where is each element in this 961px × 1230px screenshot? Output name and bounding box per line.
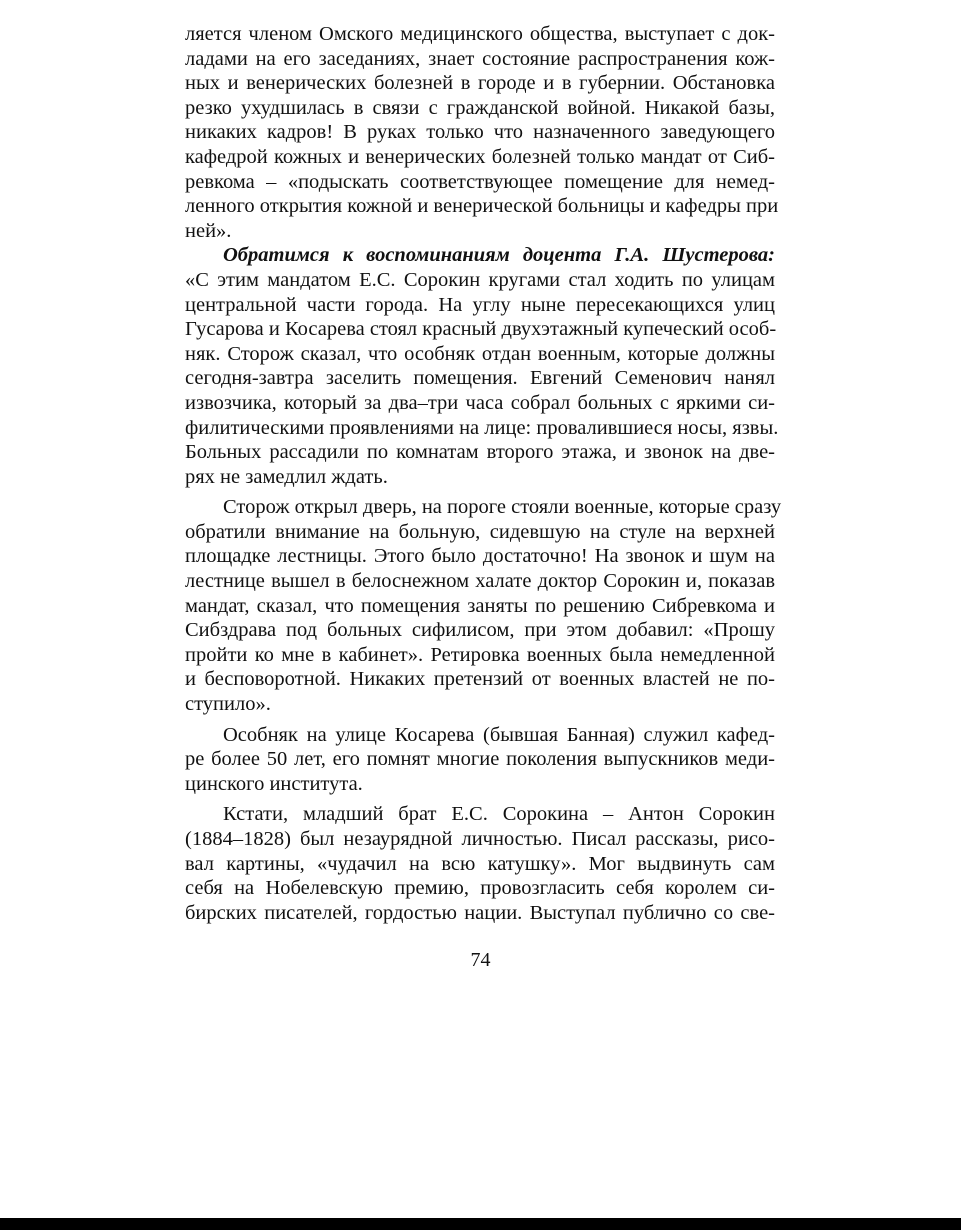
text-line: «С этим мандатом Е.С. Сорокин кругами стал ходить по улицам bbox=[185, 268, 775, 291]
text-line: ляется членом Омского медицинского общества, выступает с док- bbox=[185, 23, 775, 45]
paragraph bbox=[185, 243, 779, 489]
text-line: ступило». bbox=[185, 693, 271, 716]
body-text bbox=[185, 22, 782, 925]
text-line: ней». bbox=[185, 219, 232, 242]
text-line: мандат, сказал, что помещения заняты по решению Сибревкома и bbox=[185, 594, 775, 617]
text-line: извозчика, который за два–три часа собрал больных с яркими си- bbox=[185, 391, 775, 414]
text-line: бирских писателей, гордостью нации. Выступал публично со све- bbox=[185, 901, 775, 924]
text-line: вал картины, «чудачил на всю катушку». Мог выдвинуть сам bbox=[185, 852, 775, 875]
text-line: цинского института. bbox=[185, 772, 363, 795]
paragraph bbox=[185, 495, 782, 716]
text-line: центральной части города. На углу ныне пересекающихся улиц bbox=[185, 293, 775, 316]
text-line: ленного открытия кожной и венерической больницы и кафедры при bbox=[185, 195, 779, 218]
text-line: Больных рассадили по комнатам второго этажа, и звонок на две- bbox=[185, 441, 775, 464]
text-line: обратили внимание на больную, сидевшую на стуле на верхней bbox=[185, 520, 775, 543]
paragraph bbox=[185, 22, 779, 243]
text-line: и бесповоротной. Никаких претензий от военных властей не по- bbox=[185, 668, 775, 691]
text-line: лестнице вышел в белоснежном халате доктор Сорокин и, показав bbox=[185, 570, 775, 593]
page-number: 74 bbox=[470, 949, 491, 971]
text-line: Кстати, младший брат Е.С. Сорокина – Антон Сорокин bbox=[223, 803, 775, 826]
text-line: ревкома – «подыскать соответствующее помещение для немед- bbox=[185, 170, 775, 193]
text-line: себя на Нобелевскую премию, провозгласить себя королем си- bbox=[185, 877, 775, 900]
scan-bottom-edge bbox=[0, 1218, 961, 1230]
text-line: рях не замедлил ждать. bbox=[185, 465, 388, 488]
text-line: Сибздрава под больных сифилисом, при этом добавил: «Прошу bbox=[185, 619, 775, 642]
text-line: филитическими проявлениями на лице: провалившиеся носы, язвы. bbox=[185, 416, 779, 439]
text-line: Сторож открыл дверь, на пороге стояли военные, которые сразу bbox=[223, 496, 782, 519]
text-line: ре более 50 лет, его помнят многие поколения выпускников меди- bbox=[185, 748, 775, 771]
text-line: няк. Сторож сказал, что особняк отдан военным, которые должны bbox=[185, 342, 775, 365]
text-line: никаких кадров! В руках только что назначенного заведующего bbox=[185, 121, 775, 144]
text-line: резко ухудшилась в связи с гражданской войной. Никакой базы, bbox=[185, 96, 775, 119]
text-line: (1884–1828) был незаурядной личностью. Писал рассказы, рисо- bbox=[185, 828, 775, 850]
paragraph bbox=[185, 723, 775, 797]
paragraph bbox=[185, 802, 775, 925]
text-line: Гусарова и Косарева стоял красный двухэтажный купеческий особ- bbox=[185, 318, 777, 341]
text-line: ладами на его заседаниях, знает состояние распространения кож- bbox=[185, 47, 775, 70]
section-lead-in: Обратимся к воспоминаниям доцента Г.А. Шустерова: bbox=[223, 244, 775, 267]
text-line: Особняк на улице Косарева (бывшая Банная) служил кафед- bbox=[223, 723, 775, 746]
text-line: сегодня-завтра заселить помещения. Евгений Семенович нанял bbox=[185, 367, 775, 390]
text-line: площадке лестницы. Этого было достаточно! На звонок и шум на bbox=[185, 545, 775, 568]
text-line: пройти ко мне в кабинет». Ретировка военных была немедленной bbox=[185, 643, 775, 666]
text-line: кафедрой кожных и венерических болезней только мандат от Сиб- bbox=[185, 145, 775, 168]
text-line: ных и венерических болезней в городе и в губернии. Обстановка bbox=[185, 72, 775, 95]
